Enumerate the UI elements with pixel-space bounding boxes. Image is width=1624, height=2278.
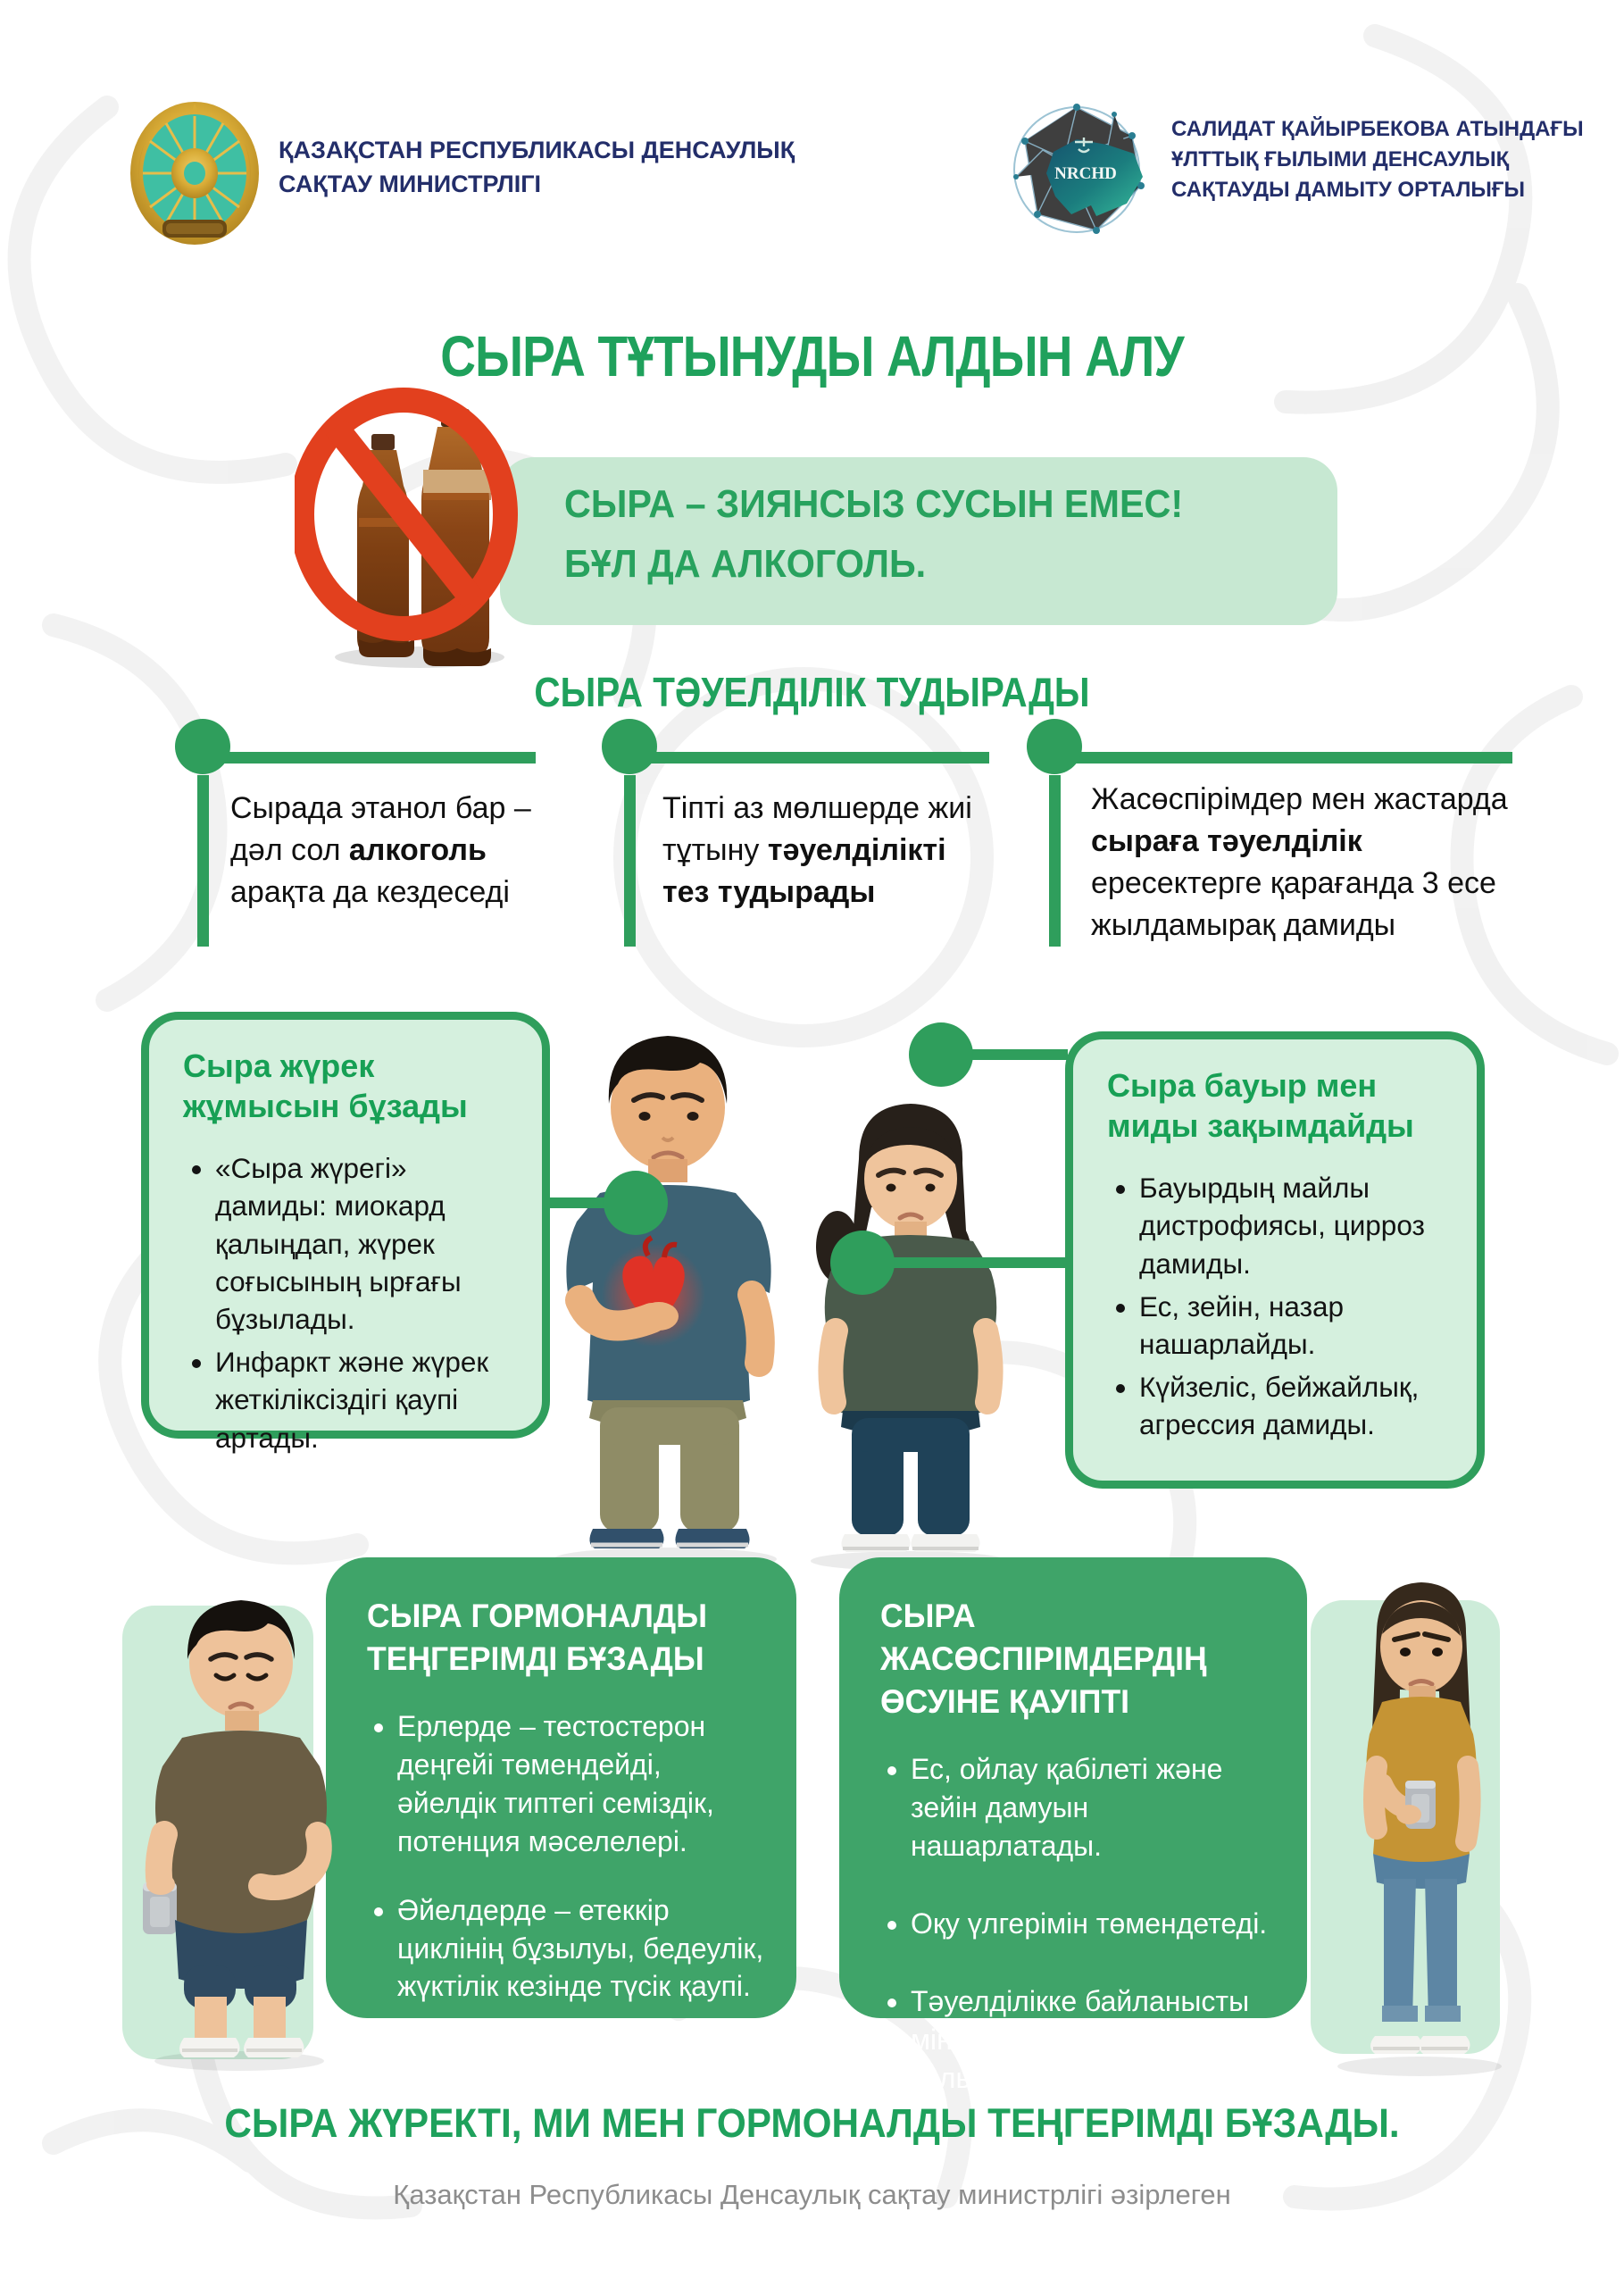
dependency-item-2-text: Тіпті аз мөлшерде жиі тұтыну [662, 791, 972, 867]
sad-woman-illustration [766, 1097, 1052, 1572]
hero-message-text [564, 475, 1332, 595]
frowning-girl-with-can-illustration [1320, 1577, 1521, 2079]
list-item: • Ерлерде – тестостерон деңгейі төмендейді, әйелдік типтегі семіздік, потенция мәселелері. [397, 1707, 766, 1861]
hero-line-1: СЫРА – ЗИЯНСЫЗ СУСЫН ЕМЕС! [564, 482, 1184, 526]
hero-line-2: БҰЛ ДА АЛКОГОЛЬ. [564, 541, 927, 586]
sad-boy-with-can-illustration [132, 1588, 348, 2074]
liver-brain-harm-list [1112, 1169, 1450, 1443]
brain-connector-node-icon [909, 1022, 973, 1087]
ministry-line-1: ҚАЗАҚСТАН РЕСПУБЛИКАСЫ ДЕНСАУЛЫҚ [279, 137, 795, 163]
dependency-item-1 [230, 788, 545, 914]
bottom-summary-title: СЫРА ЖҮРЕКТІ, МИ МЕН ГОРМОНАЛДЫ ТЕҢГЕРІМДІ БҰЗАДЫ. [224, 2100, 1400, 2146]
liver-brain-harm-box [1065, 1031, 1485, 1489]
nrchd-line-2: ҰЛТТЫҚ ҒЫЛЫМИ ДЕНСАУЛЫҚ [1171, 147, 1510, 172]
heart-harm-list [188, 1149, 515, 1456]
divider-line [624, 775, 636, 947]
hormone-title-line-1: СЫРА ГОРМОНАЛДЫ [367, 1598, 707, 1634]
teen-harm-title [880, 1595, 1255, 1723]
no-beer-prohibition-icon [295, 384, 534, 672]
dependency-item-1-text: Сырада этанол бар – дәл сол [230, 791, 531, 867]
teen-title-line-2: ӨСУІНЕ ҚАУІПТІ [880, 1683, 1130, 1721]
teen-harm-list [884, 1750, 1277, 2097]
divider-line [205, 752, 536, 764]
connector-line [546, 1197, 609, 1208]
list-item: • Бауырдың майлы дистрофиясы, цирроз дамиды. [1139, 1169, 1450, 1282]
divider-line [1057, 752, 1512, 764]
list-item: • Инфаркт және жүрек жеткіліксіздігі қаупі артады. [215, 1343, 515, 1456]
hormone-harm-list [371, 1707, 766, 2006]
connector-line [971, 1049, 1068, 1060]
heart-harm-box [141, 1012, 550, 1454]
divider-line [632, 752, 989, 764]
teen-harm-box [839, 1557, 1307, 2094]
liver-connector-node-icon [830, 1231, 895, 1295]
bullet-node-icon [175, 719, 230, 774]
divider-line [197, 775, 209, 947]
divider-line [1049, 775, 1061, 947]
nrchd-line-3: САҚТАУДЫ ДАМЫТУ ОРТАЛЫҒЫ [1171, 178, 1525, 203]
heart-connector-node-icon [604, 1171, 668, 1235]
connector-line [893, 1257, 1068, 1268]
bullet-node-icon [1027, 719, 1082, 774]
kazakhstan-emblem-logo [123, 96, 266, 250]
dependency-item-1-bold: алкоголь [348, 832, 487, 867]
teen-title-line-1: СЫРА ЖАСӨСПІРІМДЕРДІҢ [880, 1598, 1207, 1678]
dependency-item-2 [662, 788, 993, 914]
nrchd-line-1: САЛИДАТ ҚАЙЫРБЕКОВА АТЫНДАҒЫ [1171, 117, 1584, 141]
nrchd-network-globe-logo [1007, 96, 1159, 244]
list-item: • Оқу үлгерімін төмендетеді. [911, 1905, 1277, 1943]
ministry-line-2: САҚТАУ МИНИСТРЛІГІ [279, 170, 542, 197]
list-item: • «Сыра жүрегі» дамиды: миокард қалыңдап, жүрек соғысының ырғағы бұзылады. [215, 1149, 515, 1338]
page-title: СЫРА ТҰТЫНУДЫ АЛДЫН АЛУ [440, 324, 1184, 388]
heart-harm-title: Сыра жүрек жұмысын бұзады [183, 1047, 468, 1124]
dependency-item-3-bold: сыраға тәуелділік [1091, 823, 1362, 858]
nrchd-logo-label: NRCHD [1054, 164, 1117, 183]
footer-credit: Қазақстан Республикасы Денсаулық сақтау министрлігі әзірлеген [393, 2179, 1231, 2210]
liver-brain-harm-title: Сыра бауыр мен миды зақымдайды [1107, 1067, 1414, 1144]
hormone-title-line-2: ТЕҢГЕРІМДІ БҰЗАДЫ [367, 1640, 704, 1678]
dependency-item-2-bold: тәуелділікті тез тудырады [662, 832, 946, 909]
ministry-title [279, 134, 832, 202]
bullet-node-icon [602, 719, 657, 774]
nrchd-title [1171, 114, 1600, 205]
list-item: • Күйзеліс, бейжайлық, агрессия дамиды. [1139, 1368, 1450, 1443]
dependency-item-1-text: арақта да кездеседі [230, 874, 510, 909]
list-item: • Әйелдерде – етеккір циклінің бұзылуы, бедеулік, жүктілік кезінде түсік қаупі. [397, 1891, 766, 2007]
hormone-harm-title [367, 1595, 745, 1681]
dependency-item-3-text: ересектерге қарағанда 3 есе жылдамырақ дамиды [1091, 865, 1496, 942]
list-item: • Ес, ойлау қабілеті және зейін дамуын нашарлатады. [911, 1750, 1277, 1865]
list-item: • Тәуелділікке байланысты мінез-құлық үлгісін қалыптастырады. [911, 1982, 1277, 2098]
list-item: • Ес, зейін, назар нашарлайды. [1139, 1288, 1450, 1363]
dependency-section-title: СЫРА ТӘУЕЛДІЛІК ТУДЫРАДЫ [534, 669, 1090, 715]
dependency-item-3-text: Жасөспірімдер мен жастарда [1091, 782, 1508, 816]
dependency-item-3 [1091, 779, 1518, 947]
hormone-harm-box [326, 1557, 796, 2018]
